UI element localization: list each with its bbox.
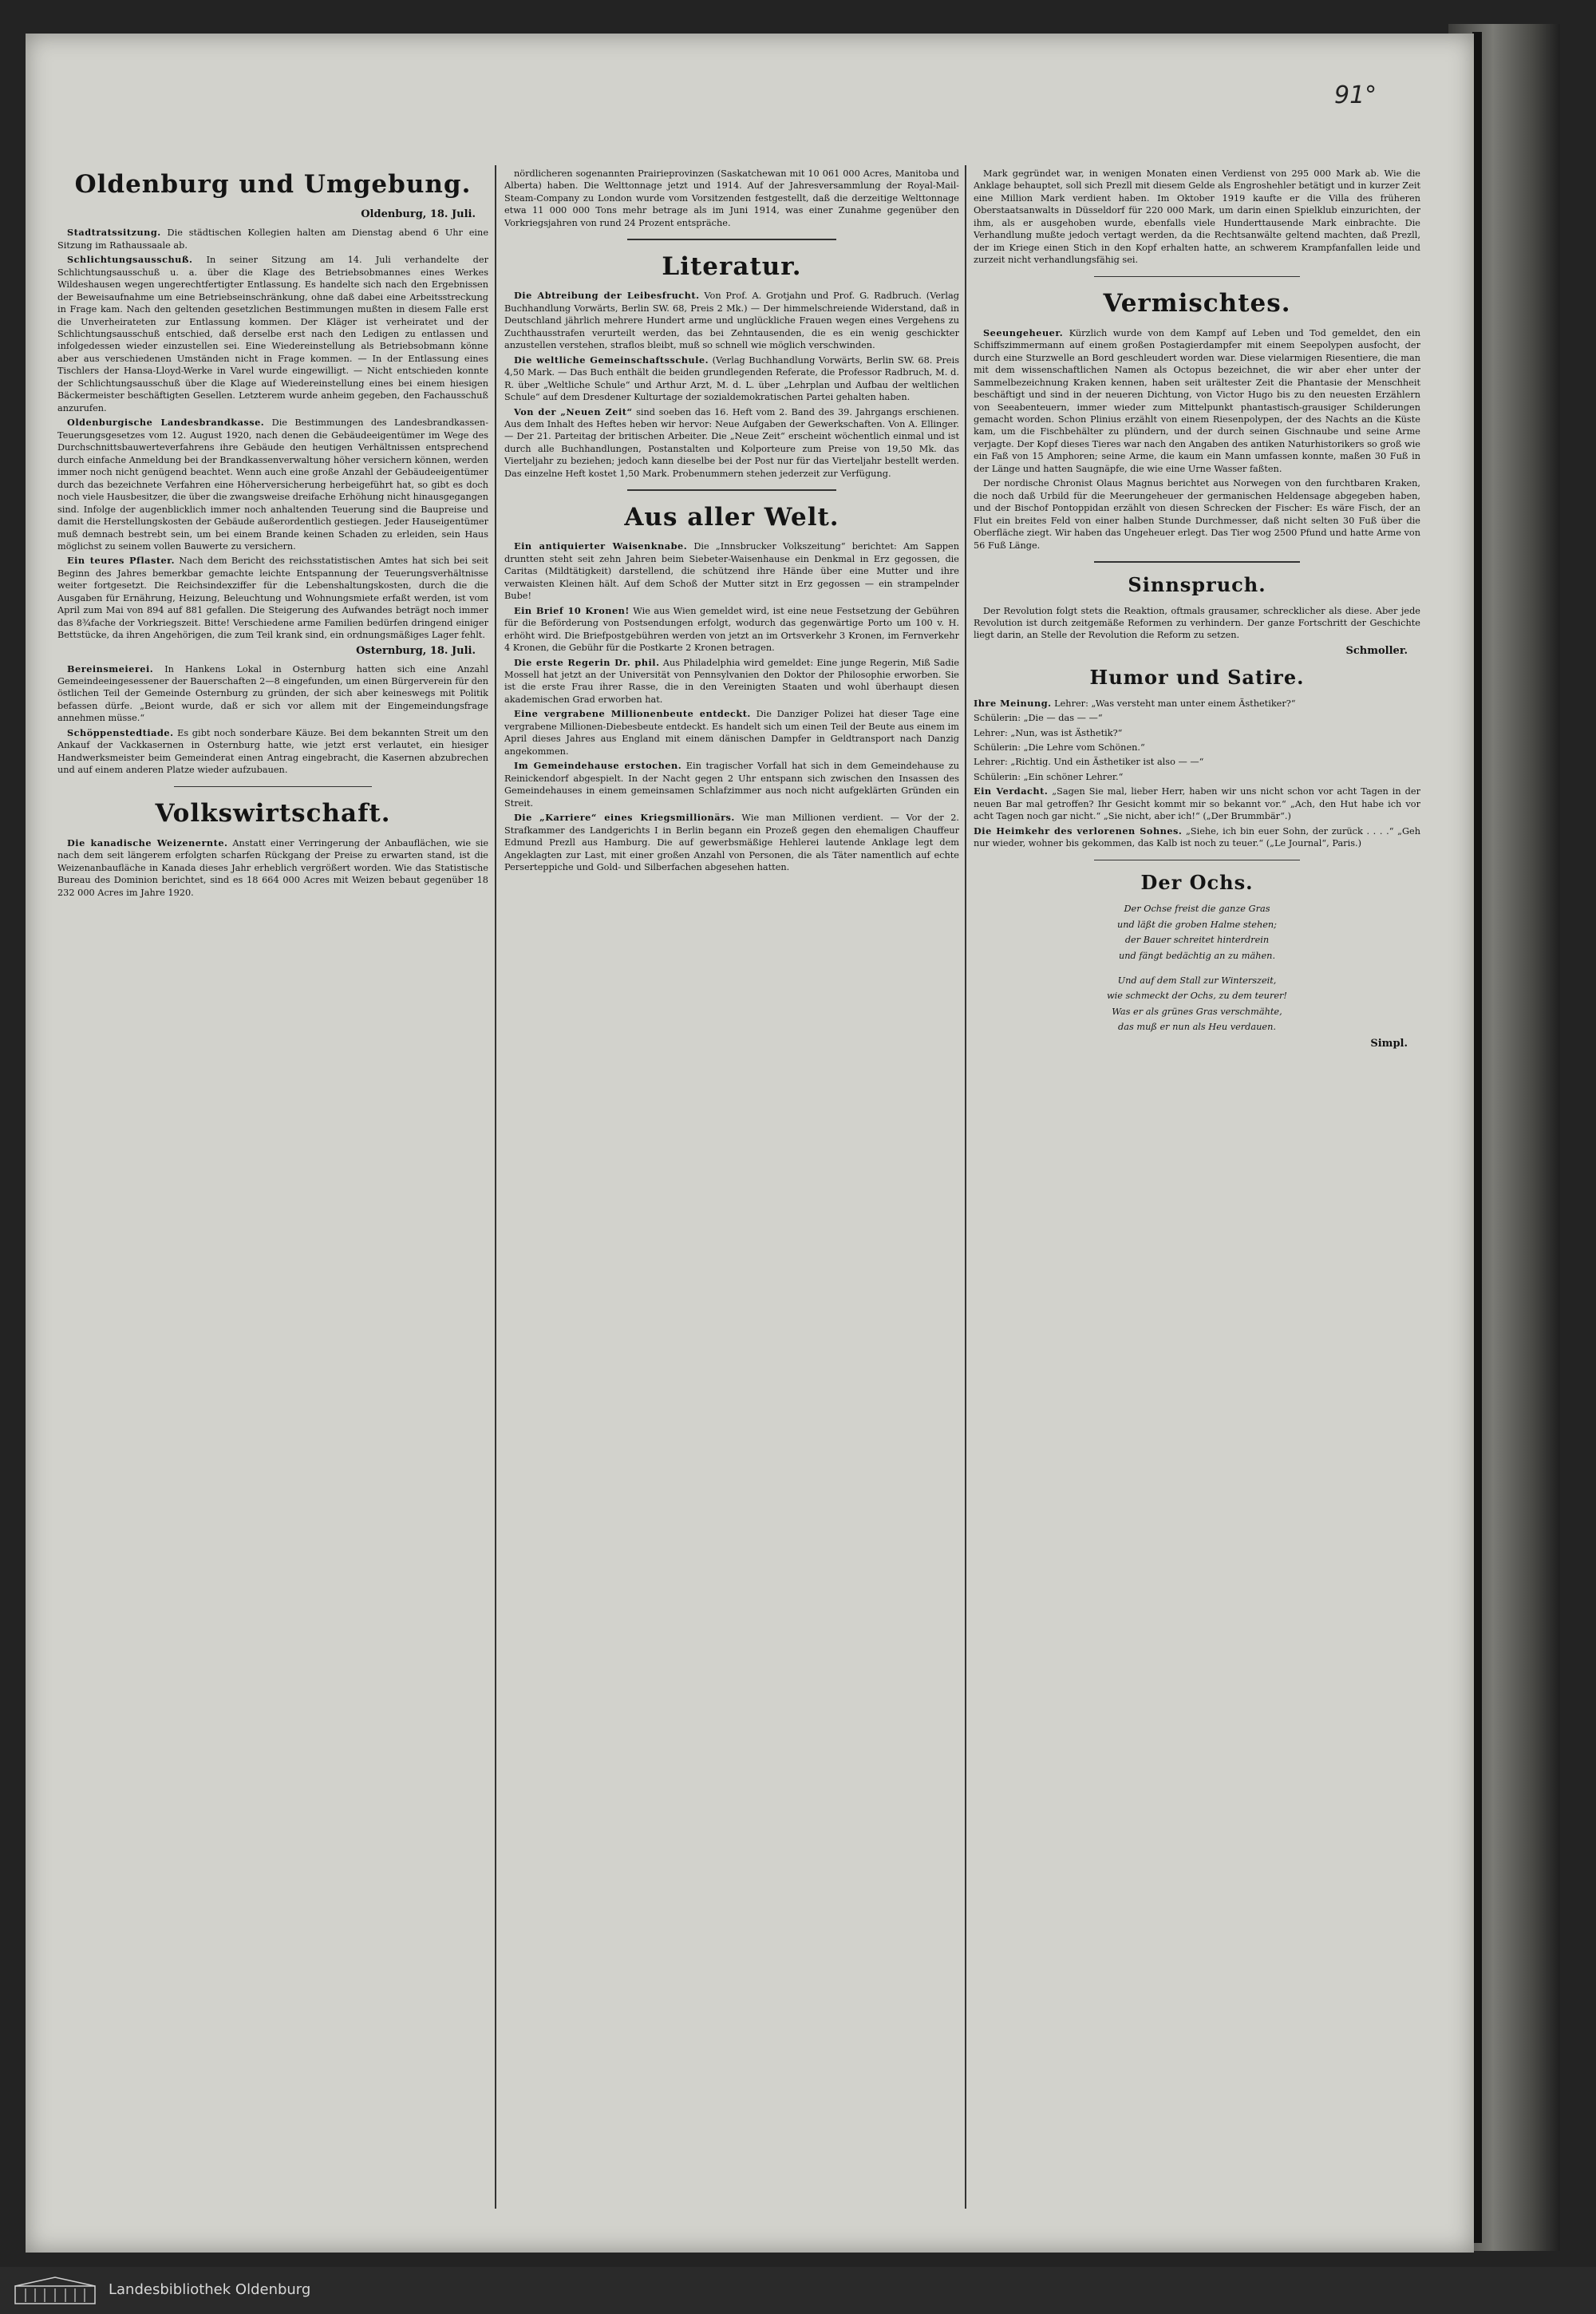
section-title: Vermischtes.: [1103, 289, 1291, 318]
article-paragraph: [504, 657, 959, 706]
section-title: Literatur.: [662, 251, 802, 281]
article-text: Nach dem Bericht des reichsstatistischen Amtes hat sich bei seit Beginn des Jahres bemerkbar gemachte leichte Entspannung der Teuerungsverhältnisse weiter fortgesetzt. Die Reichsindexziffer für die Lebenshaltungskosten, durch die die Ausgaben für Ernährung, Heizung, Beleuchtung und Wohnungsmiete erfaßt werden, ist vom April zum Mai von 894 auf 881 gefallen. Die Steigerung des Aufwandes beträgt noch immer das 8¾fache der Vorkriegszeit. Bitte! Verschiedene arme Familien bedürfen dringend einiger Bettstücke, da ihren Angehörigen, die zum Teil krank sind, ein ordnungsmäßiges Lager fehlt.: [57, 556, 488, 641]
article-text: Lehrer: „Nun, was ist Ästhetik?“: [974, 727, 1123, 738]
article-paragraph: [57, 254, 488, 414]
library-building-icon: [11, 2275, 99, 2307]
article-keyword: Die kanadische Weizenernte.: [67, 837, 228, 848]
section-title: Oldenburg und Umgebung.: [74, 170, 472, 199]
article-keyword: Von der „Neuen Zeit“: [514, 405, 633, 417]
poem-line: Und auf dem Stall zur Winterszeit,: [1117, 975, 1277, 987]
poem-line: Was er als grünes Gras verschmähte,: [1112, 1006, 1282, 1017]
article-text: Es gibt noch sonderbare Käuze. Bei dem bekannten Streit um den Ankauf der Vackkasernen in Osternburg hatte, wie jetzt erst verlautet, ein hiesiger Handwerksmeister beim Gemeinderat einen Antrag eingebracht, die Kasernen abzubrechen und auf einem anderen Platze wieder aufzubauen.: [57, 727, 488, 776]
article-keyword: Ein Verdacht.: [974, 785, 1049, 797]
article-text: Die Bestimmungen des Landesbrandkassen-Teuerungsgesetzes vom 12. August 1920, nach denen die Gebäudeeigentümer im Wege des Durchschnittsbauwerteverfahrens ihre Gebäude den heutigen Verhältnissen entsprechend durch einfache Anmeldung bei der Brandkassenverwaltung höher versichern können, werden immer noch nicht genügend beachtet. Wenn auch eine große Anzahl der Gebäudeeigentümer durch das bezeichnete Verfahren eine Höherversicherung herbeigeführt hat, so gibt es doch noch viele Hausbesitzer, die über die zwangsweise dreifache Erhöhung nicht hinausgegangen sind. Infolge der augenblicklich immer noch anhaltenden Teuerung sind die Baupreise und damit die Herstellungskosten der Gebäude außerordentlich gestiegen. Jeder Hauseigentümer muß demnach bestrebt sein, um bei einem Brande keinen Schaden zu erleiden, sein Haus möglichst zu seinem vollen Bauwerte zu versichern.: [57, 417, 488, 552]
sinnspruch-author: Schmoller.: [1345, 644, 1408, 657]
article-text: Der nordische Chronist Olaus Magnus berichtet aus Norwegen von den furchtbaren Kraken, die noch daß Urbild für die Meerungeheuer der germanischen Heldensage abgegeben haben, und der Bischof Pontoppidan erzählt von diesen Schrecken der Fischer: Es wäre Fisch, der an Flut ein breites Feld von einer halben Stunde Durchmesser, daß nicht selten 30 Fuß über die Oberfläche ziegt. Wir haben das Ungeheuer erlegt. Das Tier wog 2500 Pfund und hatte Arme von 56 Fuß Länge.: [974, 478, 1420, 551]
article-paragraph: [57, 555, 488, 641]
poem: [974, 903, 1420, 1034]
newspaper-page: [26, 34, 1474, 2253]
article-text: Aus Philadelphia wird gemeldet: Eine junge Regerin, Miß Sadie Mossell hat jetzt an der Universität von Pennsylvanien den Doktor der Philosophie erworben. Sie ist die erste Frau ihrer Rasse, die in den Vereinigten Staaten und wohl überhaupt diesen akademischen Grad erworben hat.: [504, 657, 959, 705]
article-keyword: Seeungeheuer.: [983, 326, 1064, 338]
article-keyword: Die Abtreibung der Leibesfrucht.: [514, 290, 700, 302]
article-keyword: Ihre Meinung.: [974, 697, 1052, 709]
article-keyword: Ein teures Pflaster.: [67, 555, 176, 567]
article-paragraph: [974, 785, 1420, 822]
article-text: Kürzlich wurde von dem Kampf auf Leben und Tod gemeldet, den ein Schiffszimmermann auf einem großen Postagierdampfer mit einem Seepolypen ausfocht, der durch eine Sturzwelle an Bord geschleudert worden war. Diese vielarmigen Riesentiere, die man mit dem wissenschaftlichen Namen als Octopus bezeichnet, die wir aber eher unter der Sammelbezeichnung Kraken kennen, haben seit urältester Zeit die Phantasie der Menschheit beschäftigt und sind in der neueren Dichtung, von Victor Hugo bis zu den neuesten Erzählern von Seeabenteuern, immer wieder zum Mittelpunkt phantastisch-grausiger Schilderungen gemacht worden. Schon Plinius erzählt von einem Riesenpolypen, der des Nachts an die Küste kam, um die Fischbehälter zu plündern, und der durch seinen Gischnaube und seine Arme verjagte. Der Kopf dieses Tieres war nach den Angaben des antiken Naturhistorikers so groß wie ein Faß von 15 Amphoren; seine Arme, die kaum ein Mann umfassen konnte, maßen 30 Fuß in der Länge und hatten Saugnäpfe, die wie eine Urne Wasser faßten.: [974, 327, 1420, 474]
article-paragraph: [57, 837, 488, 899]
article-text: Lehrer: „Richtig. Und ein Ästhetiker ist also — —“: [974, 757, 1204, 768]
poem-author: Simpl.: [1370, 1037, 1408, 1050]
article-paragraph: [974, 327, 1420, 476]
article-text: (Verlag Buchhandlung Vorwärts, Berlin SW. 68. Preis 4,50 Mark. — Das Buch enthält die beiden grundlegenden Referate, die Professor Radbruch, M. d. R. über „Weltliche Schule“ und Arthur Arzt, M. d. L. über „Lehrplan und Aufbau der weltlichen Schule“ auf dem Dresdener Kulturtage der sozialdemokratischen Partei gehalten haben.: [504, 354, 959, 403]
continued-text: nördlicheren sogenannten Prairieprovinzen (Saskatchewan mit 10 061 000 Acres, Manitoba und Alberta) haben. Die Welttonnage jetzt und 1914. Auf der Jahresversammlung der Royal-Mail-Steam-Company zu London wurde vom Vorsitzenden festgestellt, daß die derzeitige Welttonnage etwa 11 000 000 Tons mehr betrage als im Juni 1914, was einer Zunahme gegenüber den Vorkriegsjahren von rund 24 Prozent entspräche.: [504, 168, 959, 228]
poem-line: das muß er nun als Heu verdauen.: [1118, 1022, 1276, 1033]
article-text: Schülerin: „Die — das — —“: [974, 713, 1103, 724]
article-keyword: Bereinsmeierei.: [67, 663, 154, 674]
article-list: [57, 837, 488, 899]
column-1: [57, 161, 488, 901]
article-paragraph: [974, 771, 1420, 783]
article-keyword: Ein antiquierter Waisenknabe.: [514, 540, 688, 552]
poem-line: und läßt die groben Halme stehen;: [1117, 919, 1277, 930]
section-divider: [1094, 561, 1300, 563]
article-paragraph: [504, 605, 959, 655]
article-text: „Siehe, ich bin euer Sohn, der zurück . . . .“ „Geh nur wieder, wohner bis gekommen, das Kalb ist noch zu teuer.“ („Le Journal“, Paris.): [974, 825, 1420, 849]
column-3: [974, 168, 1420, 1056]
article-text: Schülerin: „Ein schöner Lehrer.“: [974, 771, 1124, 782]
article-keyword: Die weltliche Gemeinschaftsschule.: [514, 354, 709, 366]
sinnspruch-text: Der Revolution folgt stets die Reaktion, oftmals grausamer, schrecklicher als diese. Aber jede Revolution ist durch zeitgemäße Reformen zu verhindern. Der ganze Fortschritt der Geschichte liegt darin, an Stelle der Revolution die Reform zu setzen.: [974, 605, 1420, 641]
column-2: [504, 168, 959, 876]
article-paragraph: [504, 708, 959, 757]
section-title: Aus aller Welt.: [624, 502, 839, 532]
section-title: Volkswirtschaft.: [155, 799, 391, 829]
article-keyword: Stadtratssitzung.: [67, 227, 161, 239]
article-text: Die „Innsbrucker Volkszeitung“ berichtet: Am Sappen druntten steht seit zehn Jahren beim Siebeter-Waisenhause ein Denkmal in Erz gegossen, die Caritas (Mildtätigkeit) darstellend, die schützend ihre Hände über eine Mutter und ihre verwaisten Kleinen hält. Auf dem Schoß der Mutter sitzt in Erz gegossen — ein strampelnder Bube!: [504, 541, 959, 602]
article-text: In seiner Sitzung am 14. Juli verhandelte der Schlichtungsausschuß u. a. über die Klage des Betriebsobmannes eines Werkes Wildeshausen wegen ungerechtfertigter Entlassung. Es handelte sich nach den Ergebnissen der Beweisaufnahme um eine Betriebseinschränkung, ohne daß dabei eine Arbeitsstreckung in Frage kam. Nach den geltenden gesetzlichen Bestimmungen mußten in diesem Falle erst die Unverheirateten zur Entlassung kommen. Der Kläger ist verheiratet und der Schlichtungsausschuß entschied, daß derselbe erst nach den Ledigen zu entlassen und infolgedessen wieder einzustellen sei. Eine Wiedereinstellung als Betriebsobmann könne aber aus verschiedenen Umständen nicht in Frage kommen. — In der Entlassung eines Tischlers der Hansa-Lloyd-Werke in Varel wurde eingewilligt. — Nicht entschieden konnte der Schlichtungsausschuß über die Klage auf Wiedereinstellung eines bei einem hiesigen Bäckermeister beschäftigten Gesellen. Letzterem wurde anheim gegeben, den Fachausschuß anzurufen.: [57, 255, 488, 413]
article-text: Anstatt einer Verringerung der Anbauflächen, wie sie nach dem seit längerem erfolgten scharfen Rückgang der Preise zu erwarten stand, ist die Weizenanbaufläche in Kanada dieses Jahr erheblich vergrößert worden. Wie das Statistische Bureau des Dominion berichtet, sind es 18 664 000 Acres mit Weizen bebaut gegenüber 18 232 000 Acres im Jahre 1920.: [57, 837, 488, 898]
section-title: Sinnspruch.: [1128, 572, 1266, 596]
article-text: Ein tragischer Vorfall hat sich in dem Gemeindehause zu Reinickendorf abgespielt. In der Nacht gegen 2 Uhr entspann sich zwischen den Insassen des Gemeindehauses in einem gemeinsamen Schlafzimmer aus noch nicht aufgeklärten Gründen ein Streit.: [504, 761, 959, 809]
poem-line: wie schmeckt der Ochs, zu dem teurer!: [1107, 991, 1287, 1002]
article-paragraph: [504, 760, 959, 809]
article-text: Die städtischen Kollegien halten am Dienstag abend 6 Uhr eine Sitzung im Rathaussaale ab.: [57, 227, 488, 251]
article-paragraph: [974, 698, 1420, 710]
article-text: „Sagen Sie mal, lieber Herr, haben wir uns nicht schon vor acht Tagen in der neuen Bar mal getroffen? Ihr Gesicht kommt mir so bekannt vor.“ „Ach, den Hut habe ich vor acht Tagen noch gar nicht.“ „Sie nicht, aber ich!“ („Der Brummbär“.): [974, 786, 1420, 822]
article-list: [504, 540, 959, 873]
article-paragraph: [57, 663, 488, 725]
article-keyword: Oldenburgische Landesbrandkasse.: [67, 417, 265, 429]
article-text: In Hankens Lokal in Osternburg hatten sich eine Anzahl Gemeindeeingesessener der Bauerschaften 2—8 eingefunden, um einen Bürgerverein für den östlichen Teil der Gemeinde Osternburg zu gründen, der sich aber keineswegs mit Politik befassen dürfe. „Beiont wurde, daß er sich vor allem mit der Eingemeindungsfrage annehmen müsse.“: [57, 663, 488, 724]
section-title: Humor und Satire.: [1089, 665, 1305, 689]
article-list: [974, 327, 1420, 552]
article-keyword: Im Gemeindehause erstochen.: [514, 760, 682, 772]
poem-line: [974, 965, 1420, 971]
poem-line: Der Ochse freist die ganze Gras: [1124, 904, 1270, 915]
article-paragraph: [974, 727, 1420, 739]
article-paragraph: [504, 540, 959, 602]
continued-text: Mark gegründet war, in wenigen Monaten einen Verdienst von 295 000 Mark ab. Wie die Anklage behauptet, soll sich Prezll mit diesem Gelde als Engroshehler betätigt und in kurzer Zeit eine Million Mark verdient haben. Im Oktober 1919 kaufte er die Villa des früheren Oberstaatsanwalts in Düsseldorf für 220 000 Mark, um darin einen Spielklub einzurichten, der ihm, als er ausgehoben wurde, ebenfalls viele Hunderttausende Mark einbrachte. Die Verhandlung mußte jedoch vertagt werden, da die Rechtsanwälte geltend machten, daß Prezll, der im Kriege einen Stich in den Kopf erhalten hatte, an schwerem Krampfanfallen leide und zurzeit nicht verhandlungsfähig sei.: [974, 168, 1420, 266]
article-paragraph: [504, 290, 959, 351]
article-paragraph: [504, 354, 959, 404]
article-keyword: Die „Karriere“ eines Kriegsmillionärs.: [514, 812, 735, 824]
article-keyword: Schlichtungsausschuß.: [67, 254, 193, 266]
article-text: Die Danziger Polizei hat dieser Tage eine vergrabene Millionen-Diebesbeute entdeckt. Es handelt sich um einen Teil der Beute aus einem im April dieses Jahres aus England mit einem dänischen Dampfer in Geldtransport nach Danzig angekommen.: [504, 709, 959, 757]
article-paragraph: [974, 825, 1420, 850]
dateline: Osternburg, 18. Juli.: [356, 644, 476, 657]
article-text: Schülerin: „Die Lehre vom Schönen.“: [974, 742, 1145, 754]
article-paragraph: [974, 742, 1420, 754]
article-keyword: Ein Brief 10 Kronen!: [514, 604, 630, 616]
article-text: Wie aus Wien gemeldet wird, ist eine neue Festsetzung der Gebühren für die Beförderung von Postsendungen erfolgt, wodurch das gegenwärtige Porto um 100 v. H. erhöht wird. Die Briefpostgebühren werden von jetzt an im Ortsverkehr 3 Kronen, im Fernverkehr 4 Kronen, die Gebühr für die Postkarte 2 Kronen betragen.: [504, 605, 959, 654]
article-paragraph: [974, 477, 1420, 552]
section-divider: [1094, 860, 1300, 861]
folio-number: 91°: [1334, 81, 1377, 109]
article-text: Wie man Millionen verdient. — Vor der 2. Strafkammer des Landgerichts I in Berlin begann ein Prozeß gegen den ehemaligen Chauffeur Edmund Prezll aus Hamburg. Die auf gewerbsmäßige Hehlerei lautende Anklage legt dem Angeklagten zur Last, mit einer großen Anzahl von Personen, die als Täter namentlich auf echte Perserteppiche und Gold- und Silberfachen abgesehen hatten.: [504, 813, 959, 873]
article-keyword: Schöppenstedtiade.: [67, 726, 174, 738]
section-divider: [1094, 276, 1300, 278]
section-divider: [627, 489, 836, 491]
article-paragraph: [57, 417, 488, 552]
dateline: Oldenburg, 18. Juli.: [361, 208, 476, 221]
section-title: Der Ochs.: [1140, 871, 1254, 895]
article-paragraph: [504, 406, 959, 481]
section-divider: [627, 239, 836, 240]
poem-line: und fängt bedächtig an zu mähen.: [1118, 950, 1276, 961]
article-text: sind soeben das 16. Heft vom 2. Band des 39. Jahrgangs erschienen. Aus dem Inhalt des Heftes heben wir hervor: Neue Aufgaben der Gewerkschaften. Von A. Ellinger. — Der 21. Parteitag der britischen Arbeiter. Die „Neue Zeit“ erscheint wöchentlich einmal und ist durch alle Buchhandlungen, Postanstalten und Kolporteure zum Preise von 19,50 Mk. das Vierteljahr zu beziehen; jedoch kann dieselbe bei der Post nur für das Vierteljahr bestellt werden. Das einzelne Heft kostet 1,50 Mark. Probenummern stehen jederzeit zur Verfügung.: [504, 406, 959, 479]
article-paragraph: [57, 227, 488, 251]
article-paragraph: [504, 812, 959, 873]
article-text: Lehrer: „Was versteht man unter einem Ästhetiker?“: [1054, 698, 1296, 709]
article-paragraph: [57, 727, 488, 777]
article-list: [504, 290, 959, 480]
article-keyword: Die Heimkehr des verlorenen Sohnes.: [974, 825, 1183, 837]
humor-list: [974, 698, 1420, 850]
article-text: Von Prof. A. Grotjahn und Prof. G. Radbruch. (Verlag Buchhandlung Vorwärts, Berlin SW. 68, Preis 2 Mk.) — Der himmelschreiende Widerstand, daß in Deutschland jährlich mehrere Hundert arme und unglückliche Frauen wegen eines Vergehens zu Zuchthausstrafen verurteilt werden, das bei Zehntausenden, die es ein wenig geschickter anzustellen verstehen, straflos bleibt, muß so schnell wie möglich verschwinden.: [504, 291, 959, 351]
article-paragraph: [974, 756, 1420, 768]
section-divider: [174, 786, 372, 788]
article-paragraph: [974, 712, 1420, 724]
article-list: [57, 227, 488, 641]
poem-line: der Bauer schreitet hinterdrein: [1124, 935, 1270, 946]
article-list: [57, 663, 488, 777]
article-keyword: Eine vergrabene Millionenbeute entdeckt.: [514, 708, 751, 720]
column-rule: [965, 165, 966, 2209]
library-name: Landesbibliothek Oldenburg: [109, 2281, 311, 2298]
column-rule: [495, 165, 496, 2209]
article-keyword: Die erste Regerin Dr. phil.: [514, 656, 660, 668]
